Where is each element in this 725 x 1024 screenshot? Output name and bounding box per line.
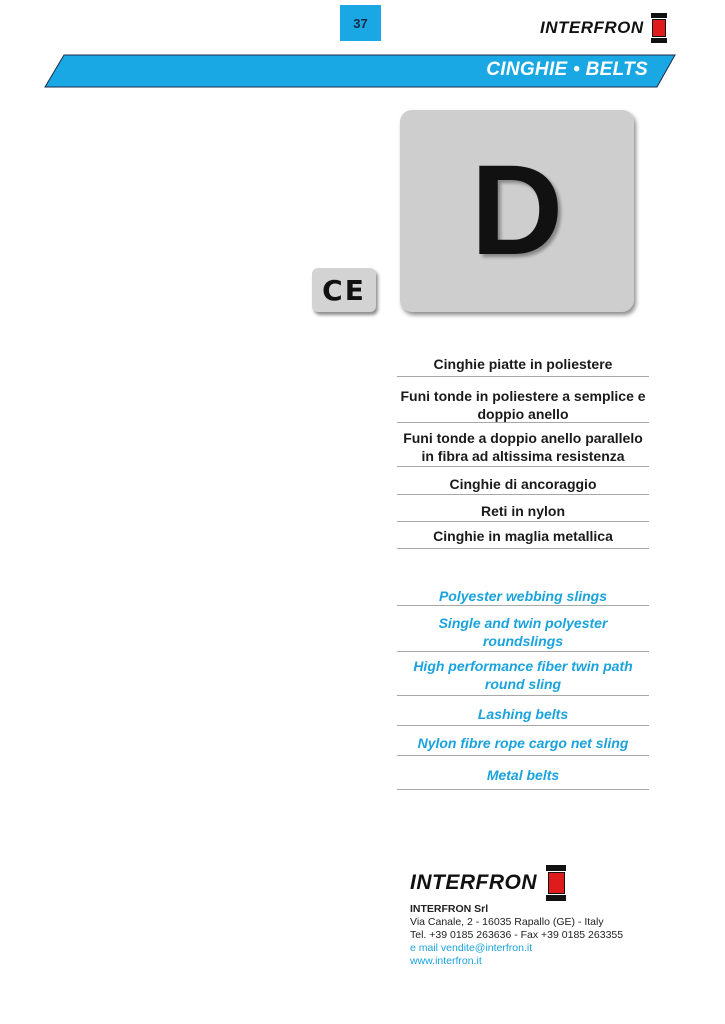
list-item: Funi tonde a doppio anello parallelo in fibra ad altissima resistenza: [397, 423, 649, 467]
footer-logo: [410, 864, 566, 902]
section-letter-tile: [400, 110, 634, 312]
section-banner: [44, 54, 676, 88]
list-item: High performance fiber twin path round sling: [397, 652, 649, 696]
section-title: CINGHIE • BELTS: [486, 59, 648, 80]
phone-fax: Tel. +39 0185 263636 - Fax +39 0185 263355: [410, 929, 624, 941]
list-item: Polyester webbing slings: [397, 584, 649, 606]
ce-mark-icon: [312, 268, 376, 312]
list-item: Lashing belts: [397, 696, 649, 726]
ce-mark-text: CE: [322, 273, 366, 307]
brand-logo-icon: [651, 13, 667, 43]
list-item: Cinghie di ancoraggio: [397, 467, 649, 495]
footer-logo-text: INTERFRON: [410, 871, 537, 894]
email-link[interactable]: e mail vendite@interfron.it: [410, 942, 533, 954]
list-item: Cinghie in maglia metallica: [397, 522, 649, 549]
website-link[interactable]: www.interfron.it: [410, 955, 482, 967]
company-address: [410, 903, 623, 968]
italian-product-list: [397, 355, 649, 549]
english-product-list: [397, 584, 649, 790]
company-name: INTERFRON Srl: [410, 903, 489, 915]
footer-logo-icon: [546, 865, 566, 901]
section-letter: D: [470, 139, 564, 282]
street-address: Via Canale, 2 - 16035 Rapallo (GE) - Italy: [410, 916, 604, 928]
list-item: Reti in nylon: [397, 495, 649, 522]
list-item: Nylon fibre rope cargo net sling: [397, 726, 649, 756]
page-number: 37: [340, 5, 381, 41]
list-item: Single and twin polyester roundslings: [397, 606, 649, 652]
brand-logo: [540, 13, 667, 43]
list-item: Metal belts: [397, 756, 649, 790]
list-item: Funi tonde in poliestere a semplice e doppio anello: [397, 377, 649, 423]
list-item: Cinghie piatte in poliestere: [397, 355, 649, 377]
brand-logo-text: INTERFRON: [540, 18, 644, 37]
